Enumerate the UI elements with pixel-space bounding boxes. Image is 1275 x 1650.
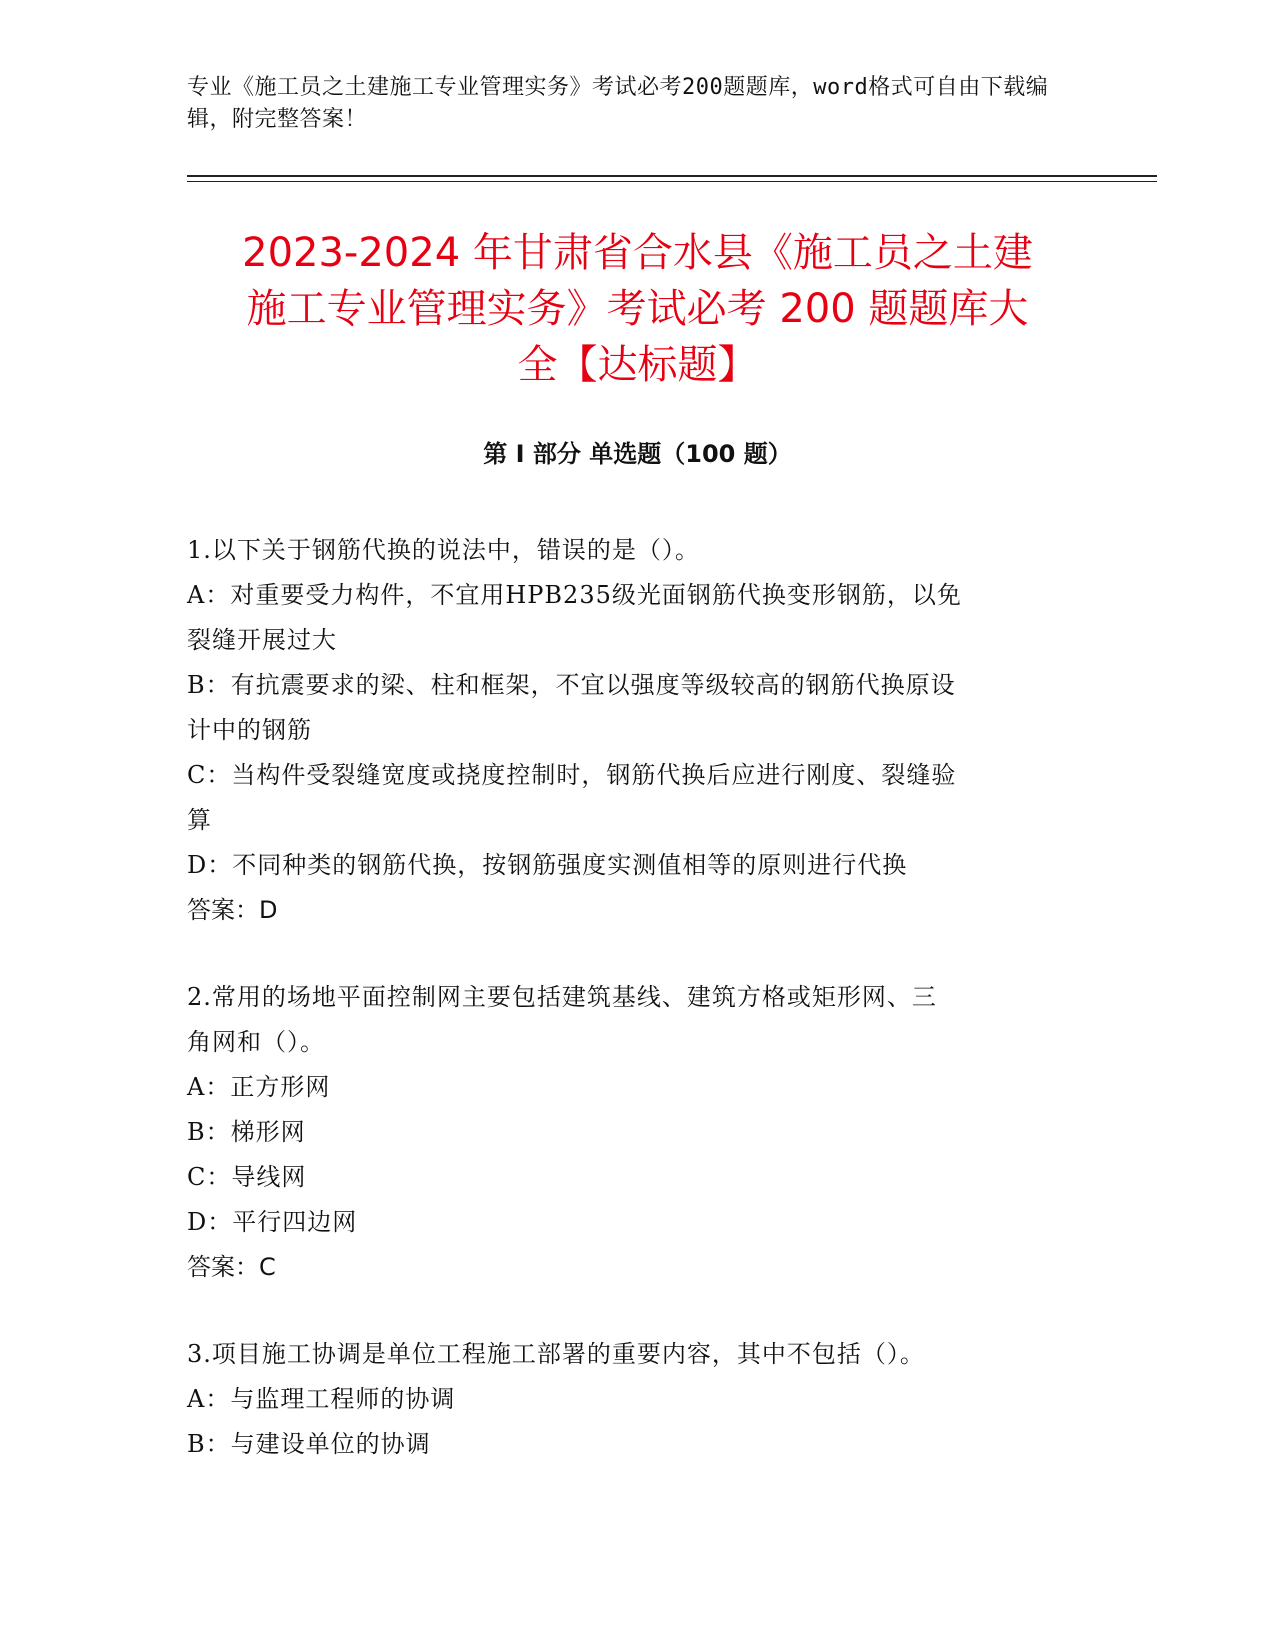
option-a: A：正方形网 [187,1073,331,1101]
question-stem: 2.常用的场地平面控制网主要包括建筑基线、建筑方格或矩形网、三 [187,983,937,1011]
option-b: B：梯形网 [187,1118,306,1146]
section-title: 第 I 部分 单选题（100 题） [483,440,792,468]
option-c: C：当构件受裂缝宽度或挠度控制时，钢筋代换后应进行刚度、裂缝验 [187,761,957,789]
answer-label: 答案：C [187,1253,276,1281]
option-b: B：有抗震要求的梁、柱和框架，不宜以强度等级较高的钢筋代换原设 [187,671,956,699]
header-divider-thick [187,175,1157,177]
option-a: A：对重要受力构件，不宜用HPB235级光面钢筋代换变形钢筋，以免 [187,581,962,609]
question-stem: 3.项目施工协调是单位工程施工部署的重要内容，其中不包括（）。 [187,1340,925,1368]
document-title [175,225,1100,393]
option-c-continued: 算 [187,806,212,834]
question-stem: 1.以下关于钢筋代换的说法中，错误的是（）。 [187,536,700,564]
question-2 [187,975,1087,1290]
title-line: 施工专业管理实务》考试必考 200 题题库大 [246,286,1029,332]
title-line: 2023-2024 年甘肃省合水县《施工员之土建 [242,230,1033,276]
option-b: B：与建设单位的协调 [187,1430,431,1458]
question-1 [187,528,1087,933]
option-c: C：导线网 [187,1163,307,1191]
header-divider-thin [187,181,1157,182]
option-a-continued: 裂缝开展过大 [187,626,337,654]
question-stem-continued: 角网和（）。 [187,1028,325,1056]
title-line: 全【达标题】 [517,342,758,388]
option-a: A：与监理工程师的协调 [187,1385,456,1413]
question-list [187,528,1087,1509]
answer-label: 答案：D [187,896,278,924]
option-d: D：平行四边网 [187,1208,358,1236]
option-b-continued: 计中的钢筋 [187,716,312,744]
option-d: D：不同种类的钢筋代换，按钢筋强度实测值相等的原则进行代换 [187,851,908,879]
header-note: 专业《施工员之土建施工专业管理实务》考试必考200题题库，word格式可自由下载编辑，附完整答案！ [187,75,1049,132]
question-3 [187,1332,1087,1467]
